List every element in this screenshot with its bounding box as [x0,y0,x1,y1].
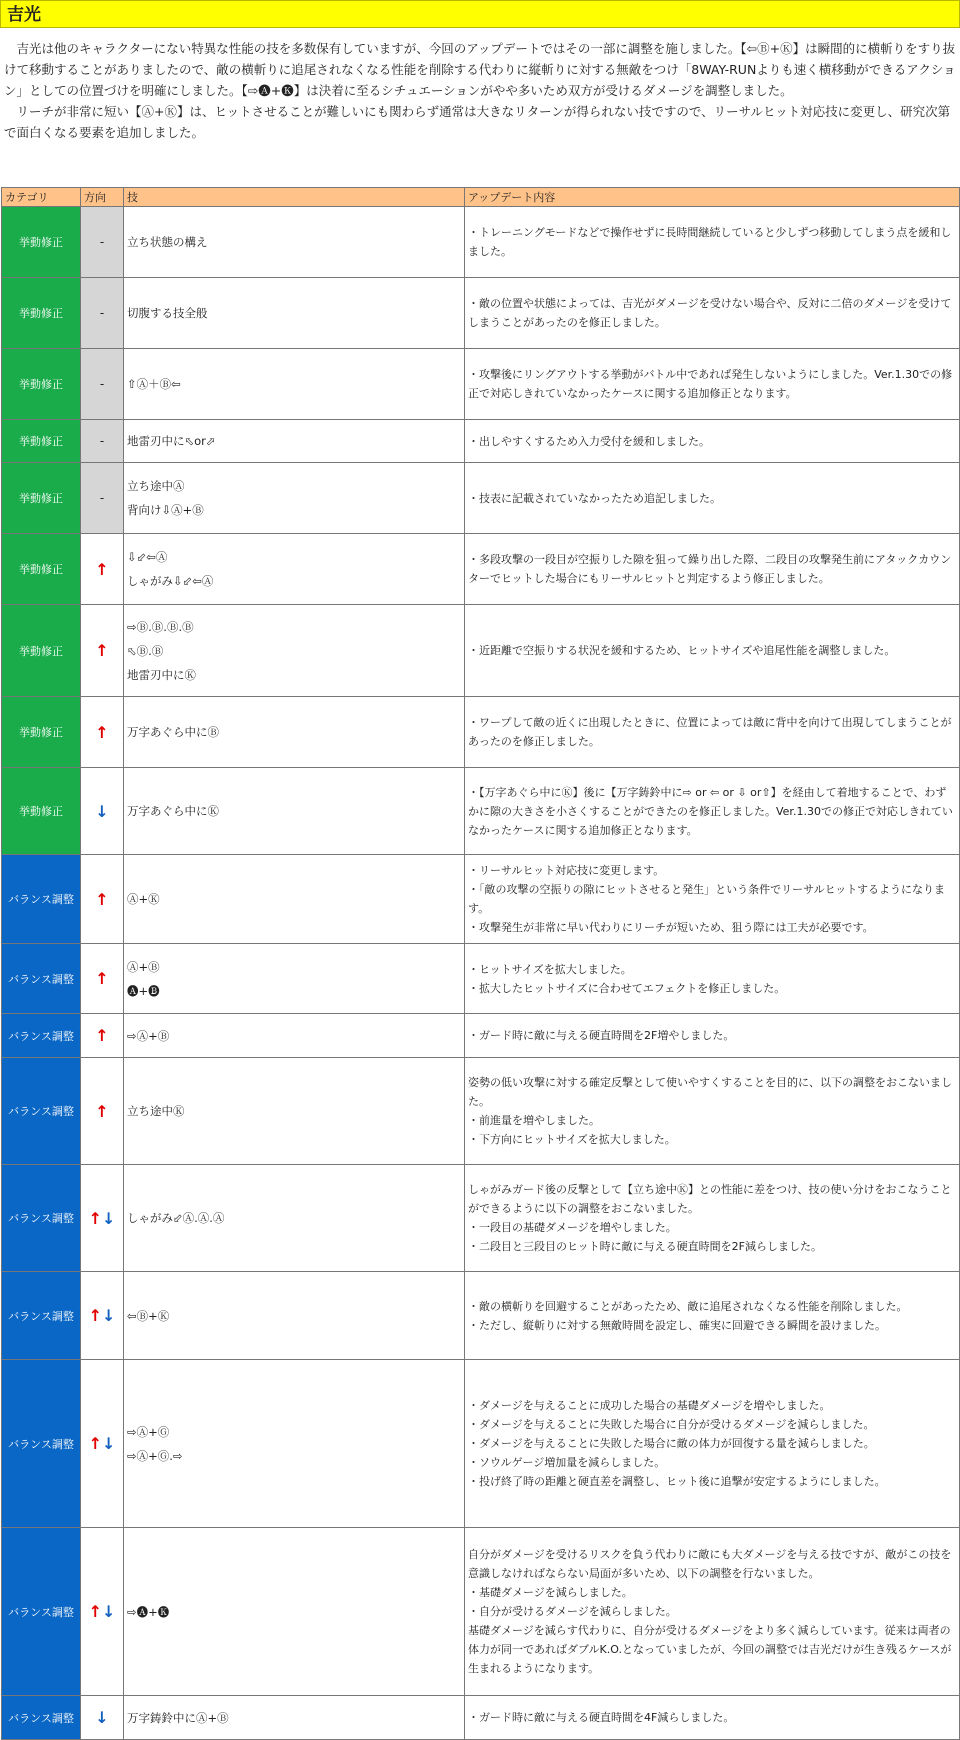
direction-arrow [95,1708,108,1727]
move-cell [124,207,465,278]
arrow-down-icon: ↓ [102,1602,116,1621]
category-cell: 挙動修正 [2,697,81,768]
table-header-row [2,188,960,207]
content-cell [465,1528,960,1696]
move-command: しゃがみ⇩⬃⇦Ⓐ [127,574,214,588]
content-line: ・攻撃後にリングアウトする挙動がバトル中であれば発生しないようにしました。Ver.1.30での修正で対応しきれていなかったケースに関する追加修正となります。 [468,368,953,400]
arrow-up-icon: ↑ [95,889,109,909]
arrow-up-icon: ↑ [95,969,109,988]
category-cell: バランス調整 [2,1058,81,1165]
content-line: ・ダメージを与えることに成功した場合の基礎ダメージを増やしました。 [468,1399,831,1412]
category-cell: バランス調整 [2,1272,81,1360]
arrow-up-icon: ↑ [95,1101,109,1121]
page-title: 吉光 [0,0,960,28]
category-cell: バランス調整 [2,1014,81,1058]
move-cell [124,1528,465,1696]
table-row [2,1014,960,1058]
direction-cell [81,1272,124,1360]
direction-arrow [89,1434,116,1453]
move-command: Ⓐ+Ⓑ [127,959,160,974]
intro-text [4,38,956,143]
content-line: ・二段目と三段目のヒット時に敵に与える硬直時間を2F減らしました。 [468,1240,822,1253]
content-line: ・近距離で空振りする状況を緩和するため、ヒットサイズや追尾性能を調整しました。 [468,644,896,657]
move-command: 背向け⇩Ⓐ+Ⓑ [127,503,204,517]
category-cell: 挙動修正 [2,207,81,278]
content-line: ・ただし、縦斬りに対する無敵時間を設定し、確実に回避できる瞬間を設けました。 [468,1318,886,1332]
direction-arrow [95,1026,108,1045]
table-row [2,1165,960,1272]
content-line: ・下方向にヒットサイズを拡大しました。 [468,1133,676,1146]
move-cell [124,349,465,420]
content-cell [465,420,960,463]
header-move: 技 [124,188,465,207]
content-line: ・攻撃発生が非常に早い代わりにリーチが短いため、狙う際には工夫が必要です。 [468,921,874,934]
direction-arrow [95,890,108,909]
table-row [2,768,960,855]
move-cell [124,278,465,349]
category-cell: バランス調整 [2,855,81,944]
content-line: ・ワープして敵の近くに出現したときに、位置によっては敵に背中を向けて出現してしまうことがあったのを修正しました。 [468,716,952,748]
content-line: 自分がダメージを受けるリスクを負う代わりに敵にも大ダメージを与える技ですが、敵がこの技を意識しなければならない局面が多いため、以下の調整を行ないました。 [468,1548,952,1580]
direction-cell [81,534,124,605]
category-cell: 挙動修正 [2,605,81,697]
content-cell [465,207,960,278]
content-cell [465,1165,960,1272]
category-cell: バランス調整 [2,1528,81,1696]
direction-cell [81,1014,124,1058]
table-row [2,278,960,349]
move-cell [124,463,465,534]
arrow-down-icon: ↓ [102,1306,116,1325]
arrow-down-icon: ↓ [102,1208,116,1228]
content-cell [465,278,960,349]
category-cell: 挙動修正 [2,349,81,420]
move-command: ⬁Ⓑ.Ⓑ [127,643,164,658]
arrow-up-icon: ↑ [95,722,109,742]
content-line: ・トレーニングモードなどで操作せずに長時間継続していると少しずつ移動してしまう点を緩和しました。 [468,226,952,258]
move-cell [124,1014,465,1058]
move-command: ⇨Ⓐ+Ⓖ.⇨ [127,1448,183,1463]
direction-cell [81,1360,124,1528]
intro-paragraph-1: 吉光は他のキャラクターにない特異な性能の技を多数保有していますが、今回のアップデートではその一部に調整を施しました。【⇦Ⓑ+Ⓚ】は瞬間的に横斬りをすり抜けて移動することがありましたので、敵の横斬りに追尾されなくなる性能を削除する代わりに縦斬りに対する無敵をつけ「8WAY-RUNよりも速く横移動ができるアクション」としての位置づけを明確にしました。【⇨🅐+🅚】は決着に至るシチュエーションがやや多いため双方が受けるダメージを調整しました。 [4,41,956,98]
content-cell [465,1696,960,1740]
table-row [2,944,960,1014]
move-command: 万字あぐら中にⓀ [127,804,219,818]
category-cell: バランス調整 [2,1165,81,1272]
move-command: 地雷刃中にⓀ [127,667,196,682]
content-line: ・ガード時に敵に与える硬直時間を2F増やしました。 [468,1029,735,1042]
arrow-up-icon: ↑ [95,559,109,579]
move-command: 万字あぐら中にⒷ [127,725,219,739]
content-cell [465,855,960,944]
move-command: 立ち途中Ⓚ [127,1104,185,1118]
content-cell [465,1360,960,1528]
direction-cell [81,944,124,1014]
direction-arrow [89,1306,116,1325]
move-cell [124,697,465,768]
table-row [2,420,960,463]
arrow-up-icon: ↑ [88,1306,102,1325]
content-line: ・投げ終了時の距離と硬直差を調整し、ヒット後に追撃が安定するようにしました。 [468,1475,886,1488]
content-cell [465,463,960,534]
content-line: ・多段攻撃の一段目が空振りした隙を狙って繰り出した際、二段目の攻撃発生前にアタックカウンターでヒットした場合にもリーサルヒットと判定するよう修正しました。 [468,553,952,585]
move-command: ⇨🅐+🅚 [127,1604,170,1619]
content-line: ・ダメージを与えることに失敗した場合に自分が受けるダメージを減らしました。 [468,1418,875,1431]
move-cell [124,944,465,1014]
category-cell: 挙動修正 [2,768,81,855]
content-cell [465,1014,960,1058]
move-cell [124,1272,465,1360]
direction-cell [81,768,124,855]
direction-cell [81,1165,124,1272]
content-line: ・自分が受けるダメージを減らしました。 [468,1605,677,1618]
content-line: ・前進量を増やしました。 [468,1114,600,1127]
direction-arrow [95,802,108,821]
category-cell: バランス調整 [2,1696,81,1740]
table-row [2,1696,960,1740]
direction-arrow [89,1602,116,1621]
content-cell [465,944,960,1014]
table-row [2,349,960,420]
header-content: アップデート内容 [465,188,960,207]
direction-arrow [95,560,108,579]
arrow-down-icon: ↓ [95,1708,109,1727]
content-line: ・【万字あぐら中にⓀ】後に【万字鋳鈴中に⇨ or ⇦ or ⇩ or⇧】を経由して着地することで、わずかに隙の大きさを小さくすることができたのを修正しました。Ver.1.30での修正で対応しきれていなかったケースに関する追加修正となります。 [468,785,953,837]
content-cell [465,768,960,855]
direction-cell [81,1058,124,1165]
move-command: ⇨Ⓑ.Ⓑ.Ⓑ.Ⓑ [127,619,194,634]
move-command: ⇨Ⓐ+Ⓖ [127,1424,170,1439]
content-line: 基礎ダメージを減らす代わりに、自分が受けるダメージをより多く減らしています。従来は両者の体力が同一であればダブルK.O.となっていましたが、今回の調整では吉光だけが生き残るケースが生まれるようになります。 [468,1624,952,1675]
arrow-up-icon: ↑ [88,1434,102,1453]
move-command: 切腹する技全般 [127,306,208,320]
content-cell [465,1058,960,1165]
content-line: ・基礎ダメージを減らしました。 [468,1586,633,1599]
header-category: カテゴリ [2,188,81,207]
content-line: ・一段目の基礎ダメージを増やしました。 [468,1221,677,1234]
move-command: 🅐+🅑 [127,983,160,998]
direction-cell: - [81,207,124,278]
move-cell [124,1360,465,1528]
move-command: ⇩⬃⇦Ⓐ [127,550,168,564]
category-cell: 挙動修正 [2,420,81,463]
move-cell [124,1165,465,1272]
direction-cell [81,605,124,697]
move-command: 立ち状態の構え [127,235,208,249]
table-row [2,207,960,278]
direction-cell: - [81,463,124,534]
content-line: ・ガード時に敵に与える硬直時間を4F減らしました。 [468,1711,735,1724]
table-row [2,463,960,534]
move-cell [124,420,465,463]
move-cell [124,855,465,944]
content-line: ・ダメージを与えることに失敗した場合に敵の体力が回復する量を減らしました。 [468,1437,875,1450]
arrow-up-icon: ↑ [95,641,109,660]
table-body [2,207,960,1740]
content-line: ・「敵の攻撃の空振りの隙にヒットさせると発生」という条件でリーサルヒットするようになります。 [468,883,945,915]
category-cell: バランス調整 [2,944,81,1014]
move-command: 地雷刃中に⬁or⬀ [127,434,216,448]
move-command: 立ち途中Ⓐ [127,479,185,493]
content-line: ・出しやすくするため入力受付を緩和しました。 [468,434,710,448]
content-line: 姿勢の低い攻撃に対する確定反撃として使いやすくすることを目的に、以下の調整をおこないました。 [468,1076,952,1108]
table-row [2,855,960,944]
move-command: ⇧Ⓐ＋Ⓑ⇦ [127,377,181,391]
content-line: ・拡大したヒットサイズに合わせてエフェクトを修正しました。 [468,981,786,995]
direction-arrow [95,1102,108,1121]
direction-cell [81,697,124,768]
direction-cell [81,855,124,944]
content-line: ・敵の横斬りを回避することがあったため、敵に追尾されなくなる性能を削除しました。 [468,1299,908,1313]
intro-paragraph-2: リーチが非常に短い【Ⓐ+Ⓚ】は、ヒットさせることが難しいにも関わらず通常は大きなリターンが得られない技ですので、リーサルヒット対応技に変更し、研究次第で面白くなる要素を追加しました。 [4,104,951,140]
arrow-up-icon: ↑ [88,1602,102,1621]
move-cell [124,1058,465,1165]
direction-cell: - [81,349,124,420]
table-row [2,697,960,768]
category-cell: 挙動修正 [2,278,81,349]
content-cell [465,349,960,420]
move-command: しゃがみ⬃Ⓐ.Ⓐ.Ⓐ [127,1211,225,1225]
table-row [2,1360,960,1528]
content-line: ・技表に記載されていなかったため追記しました。 [468,491,721,505]
arrow-up-icon: ↑ [95,1026,109,1045]
table-row [2,1272,960,1360]
move-command: Ⓐ+Ⓚ [127,892,160,906]
move-cell [124,768,465,855]
arrow-down-icon: ↓ [95,801,109,821]
move-cell [124,1696,465,1740]
move-command: ⇨Ⓐ+Ⓑ [127,1028,170,1043]
arrow-up-icon: ↑ [88,1208,102,1228]
content-cell [465,605,960,697]
direction-arrow [95,969,108,988]
content-cell [465,534,960,605]
direction-cell: - [81,420,124,463]
table-row [2,1058,960,1165]
table-row [2,534,960,605]
category-cell: バランス調整 [2,1360,81,1528]
content-line: ・リーサルヒット対応技に変更します。 [468,864,665,877]
category-cell: 挙動修正 [2,534,81,605]
move-cell [124,534,465,605]
direction-cell [81,1528,124,1696]
header-direction: 方向 [81,188,124,207]
direction-arrow [95,641,108,660]
move-command: ⇦Ⓑ+Ⓚ [127,1308,170,1323]
content-line: しゃがみガード後の反撃として【立ち途中Ⓚ】との性能に差をつけ、技の使い分けをおこなうことができるように以下の調整をおこないました。 [468,1183,952,1215]
table-row [2,1528,960,1696]
content-cell [465,1272,960,1360]
table-row [2,605,960,697]
content-line: ・ソウルゲージ増加量を減らしました。 [468,1456,666,1469]
category-cell: 挙動修正 [2,463,81,534]
content-line: ・敵の位置や状態によっては、吉光がダメージを受けない場合や、反対に二倍のダメージを受けてしまうことがあったのを修正しました。 [468,297,952,329]
direction-cell: - [81,278,124,349]
move-command: 万字鋳鈴中にⒶ+Ⓑ [127,1710,229,1725]
direction-arrow [95,723,108,742]
content-line: ・ヒットサイズを拡大しました。 [468,962,632,976]
update-table [1,187,960,1740]
direction-arrow [89,1209,116,1228]
direction-cell [81,1696,124,1740]
move-cell [124,605,465,697]
arrow-down-icon: ↓ [102,1434,116,1453]
content-cell [465,697,960,768]
